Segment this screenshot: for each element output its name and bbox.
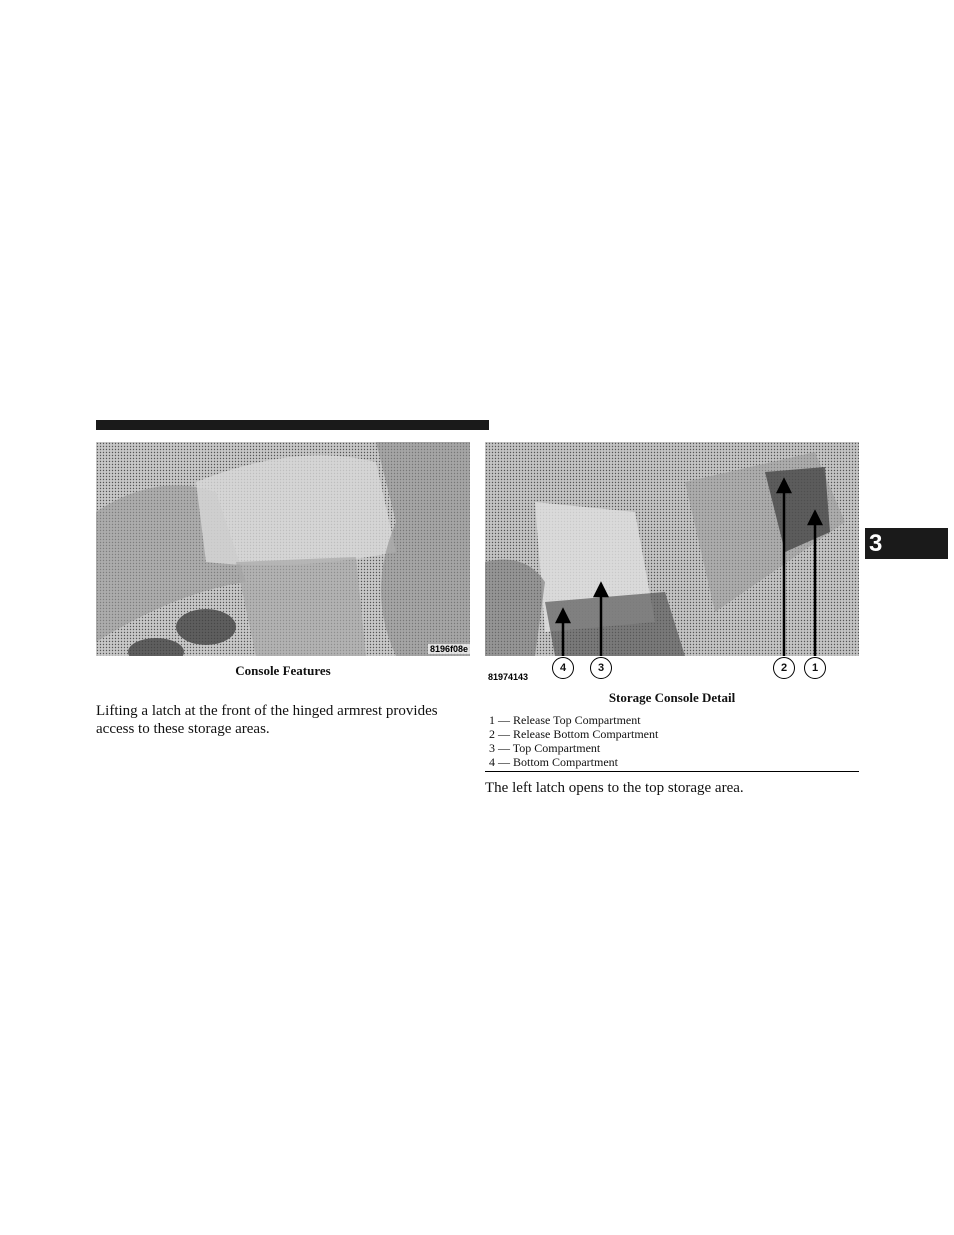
figure-code: 81974143 (488, 672, 529, 682)
figure-caption: Console Features (235, 663, 331, 678)
callout-2: 2 (773, 657, 795, 679)
chapter-tab: 3 (865, 528, 948, 559)
legend-item: 3 — Top Compartment (489, 741, 601, 755)
legend-item: 4 — Bottom Compartment (489, 755, 618, 769)
section-rule (96, 420, 489, 430)
figure-code: 8196f08e (430, 644, 469, 654)
body-paragraph: The left latch opens to the top storage area. (485, 780, 744, 796)
figure-caption: Storage Console Detail (608, 690, 736, 705)
storage-console-image (485, 442, 859, 656)
callout-1: 1 (804, 657, 826, 679)
callout-3: 3 (590, 657, 612, 679)
body-paragraph: Lifting a latch at the front of the hinged armrest provides access to these storage areas. (96, 703, 438, 737)
callout-4: 4 (552, 657, 574, 679)
legend-item: 1 — Release Top Compartment (489, 713, 641, 727)
figure-legend (489, 713, 859, 769)
legend-rule (485, 771, 859, 772)
legend-item: 2 — Release Bottom Compartment (489, 727, 659, 741)
console-features-image (96, 442, 470, 656)
